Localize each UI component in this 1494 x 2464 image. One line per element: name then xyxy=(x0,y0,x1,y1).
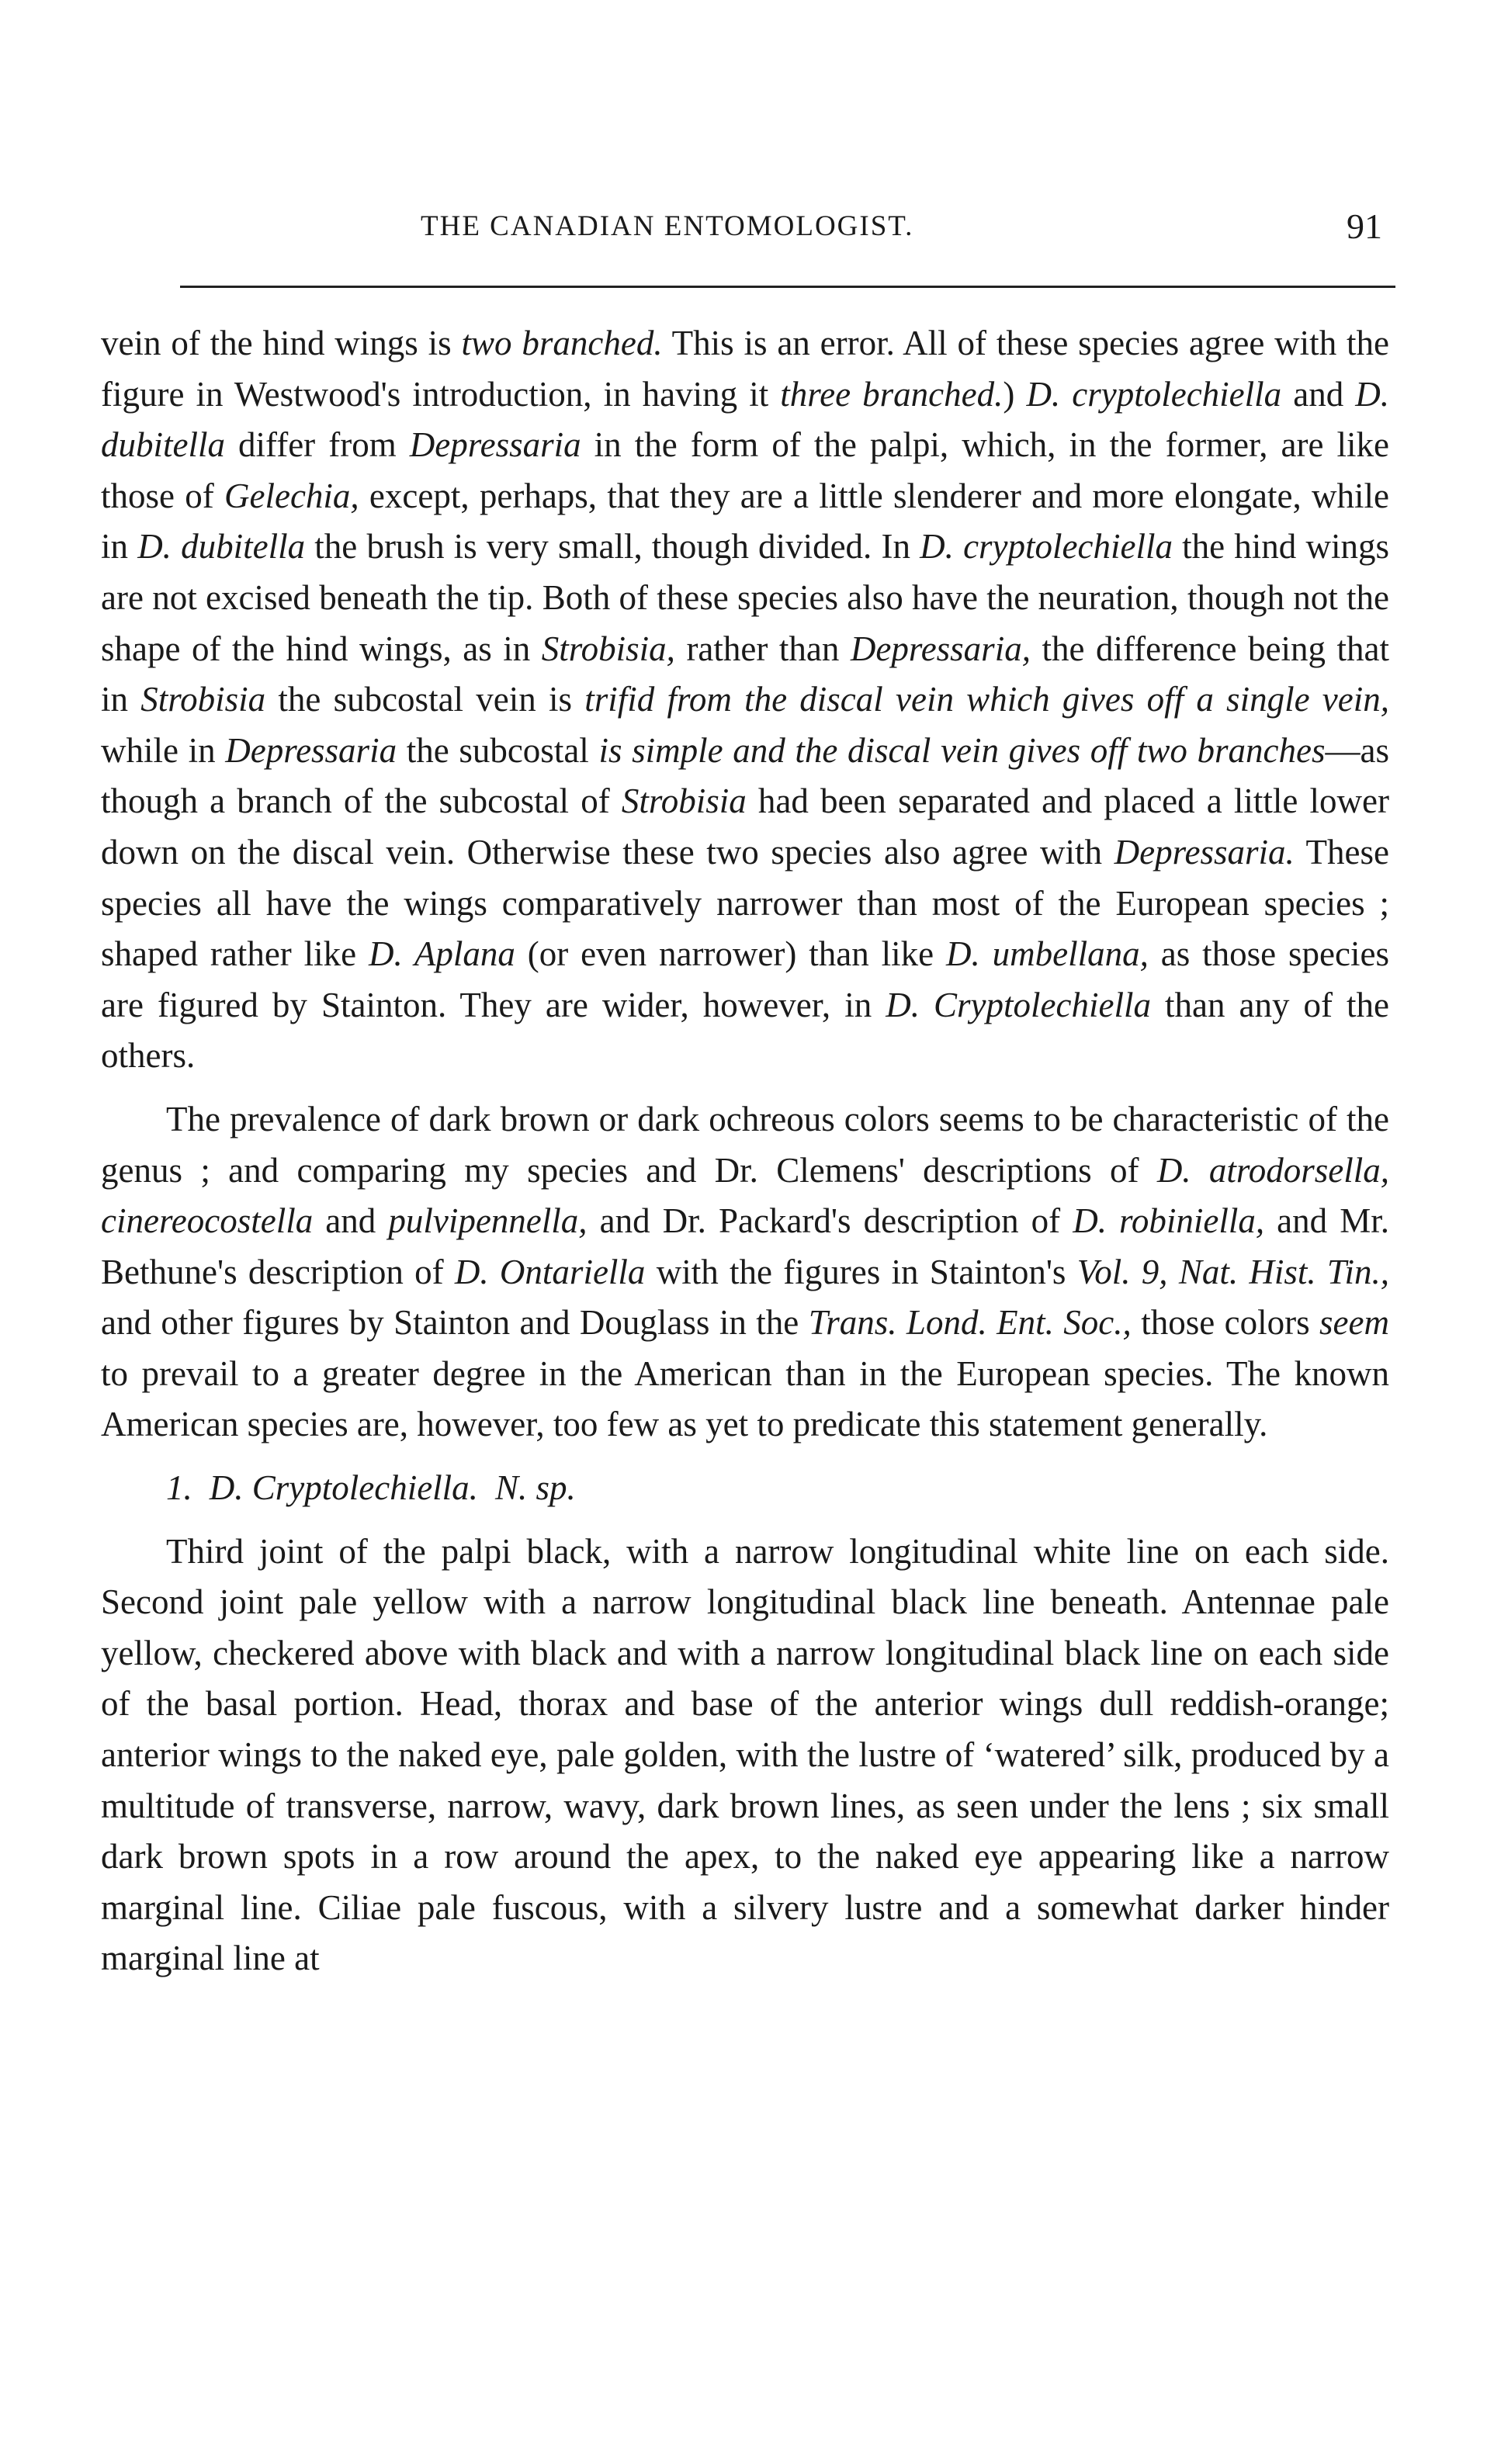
italic-text-run: trifid from the discal vein which gives off a single vein, xyxy=(584,680,1389,719)
text-run: the difference being that in xyxy=(101,629,1389,719)
italic-text-run: Depressaria, xyxy=(850,629,1031,668)
text-run: and other figures by Stainton and Douglass in the xyxy=(101,1303,809,1343)
italic-text-run: Gelechia, xyxy=(224,476,359,515)
header-rule xyxy=(180,286,1395,288)
text-run: the hind wings are not excised beneath the tip. Both of these species also have the neuration, though not the shape of the hind wings, as in xyxy=(101,527,1389,668)
text-run: in the form of the palpi, which, in the former, are like those of xyxy=(101,425,1390,515)
text-run: the subcostal vein is xyxy=(265,680,585,719)
paragraph-coloration xyxy=(101,1094,1389,1450)
italic-text-run: D. robiniella, xyxy=(1073,1201,1265,1241)
text-run: ) xyxy=(1003,374,1027,414)
page-number: 91 xyxy=(1347,206,1382,246)
italic-text-run: D. Cryptolechiella xyxy=(886,985,1151,1024)
text-run: to prevail to a greater degree in the American than in the European species. The known American species are, however, too few as yet to predicate this statement generally. xyxy=(101,1353,1389,1444)
text-run: except, perhaps, that they are a little slenderer and more elongate, while in xyxy=(101,476,1389,567)
text-run: and xyxy=(313,1201,389,1241)
italic-text-run: D. cryptolechiella xyxy=(920,527,1173,567)
species-heading xyxy=(101,1463,1389,1514)
italic-text-run: three branched. xyxy=(780,374,1004,414)
text-run: with the figures in Stainton's xyxy=(645,1252,1077,1291)
text-run: as those species are figured by Stainton. They are wider, however, in xyxy=(101,934,1389,1024)
italic-text-run: Strobisia xyxy=(621,781,747,821)
paragraph-continuation xyxy=(101,318,1389,1082)
italic-text-run: D. atrodorsella, cinereocostella xyxy=(101,1150,1389,1241)
italic-text-run: seem xyxy=(1319,1303,1389,1343)
text-run: —as though a branch of the subcostal of xyxy=(101,730,1390,821)
text-run: This is an error. All of these species agree with the figure in Westwood's introduction, in having it xyxy=(101,324,1390,414)
italic-text-run: Depressaria. xyxy=(1114,832,1295,872)
text-run: Third joint of the palpi black, with a narrow longitudinal white line on each side. Second joint pale yellow with a narrow longitudinal black line beneath. Antennae pale yellow, checkered above with black and with a narrow longitudinal black line on each side of the basal portion. Head, thorax and base of the anterior wings dull reddish-orange; anterior wings to the naked eye, pale golden, with the lustre of ‘watered’ silk, produced by a multitude of transverse, narrow, wavy, dark brown lines, as seen under the lens ; six small dark brown spots in a row around the apex, to the naked eye appearing like a narrow marginal line. Ciliae pale fuscous, with a silvery lustre and a somewhat darker hinder marginal line at xyxy=(101,1531,1389,1978)
italic-text-run: Depressaria xyxy=(225,730,397,770)
italic-text-run: Trans. Lond. Ent. Soc., xyxy=(808,1303,1132,1343)
italic-text-run: pulvipennella, xyxy=(388,1201,588,1241)
species-name: D. Cryptolechiella. xyxy=(209,1468,478,1508)
italic-text-run: two branched. xyxy=(461,324,663,362)
italic-text-run: Strobisia, xyxy=(541,629,675,668)
text-run: differ from xyxy=(224,425,410,465)
text-run: had been separated and placed a little lower down on the discal vein. Otherwise these two species also agree with xyxy=(101,781,1389,872)
paragraph-description xyxy=(101,1527,1389,1984)
running-title: THE CANADIAN ENTOMOLOGIST. xyxy=(421,210,914,242)
text-run: while in xyxy=(101,730,226,770)
italic-text-run: D. cryptolechiella xyxy=(1026,374,1282,414)
italic-text-run: is simple and the discal vein gives off two branches xyxy=(598,730,1326,770)
page-header xyxy=(101,203,1393,250)
italic-text-run: Vol. 9, Nat. Hist. Tin., xyxy=(1076,1252,1389,1291)
text-run: rather than xyxy=(674,629,851,668)
italic-text-run: D. dubitella xyxy=(101,374,1390,465)
italic-text-run: D. Ontariella xyxy=(454,1252,646,1291)
text-run: The prevalence of dark brown or dark ochreous colors seems to be characteristic of the genus ; and comparing my species and Dr. Clemens' descriptions of xyxy=(101,1099,1389,1190)
text-run: the subcostal xyxy=(397,730,599,770)
italic-text-run: Depressaria xyxy=(409,425,581,465)
text-run: vein of the hind wings is xyxy=(101,324,462,362)
text-run: than any of the others. xyxy=(101,985,1389,1076)
species-status: N. sp. xyxy=(494,1468,576,1508)
text-run: the brush is very small, though divided. In xyxy=(305,527,920,567)
species-number: 1. xyxy=(166,1468,192,1508)
text-run: and Dr. Packard's description of xyxy=(587,1201,1073,1241)
body-text xyxy=(101,318,1389,1984)
italic-text-run: Strobisia xyxy=(140,680,266,719)
italic-text-run: D. umbellana, xyxy=(946,934,1149,974)
italic-text-run: D. Aplana xyxy=(369,934,515,974)
text-run: and Mr. Bethune's description of xyxy=(101,1201,1389,1291)
text-run: These species all have the wings comparatively narrower than most of the European species ; shaped rather like xyxy=(101,832,1389,974)
text-run: those colors xyxy=(1131,1303,1320,1343)
text-run: and xyxy=(1281,374,1356,414)
italic-text-run: D. dubitella xyxy=(137,527,306,567)
text-run: (or even narrower) than like xyxy=(515,934,947,974)
